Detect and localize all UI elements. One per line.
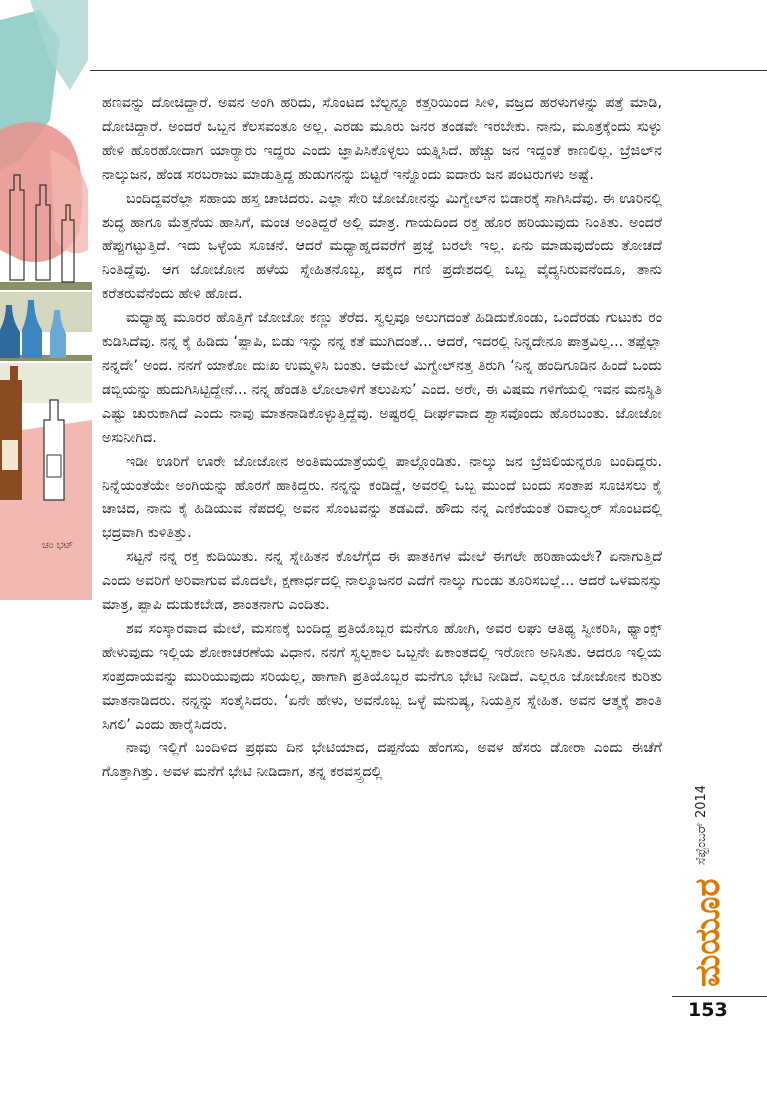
- article-paragraph: ಇಡೀ ಊರಿಗೆ ಊರೇ ಜೋಜೋನ ಅಂತಿಮಯಾತ್ರೆಯಲ್ಲಿ ಪಾಲ್ಗೊಂಡಿತು. ನಾಲ್ಕು ಜನ ಬ್ರೆಜಿಲಿಯನ್ನರೂ ಬಂದಿದ್ದರು. ನಿನ್ನೆಯಂತೆಯೇ ಅಂಗಿಯನ್ನು ಹೊರಗೆ ಹಾಕಿದ್ದರು. ನನ್ನನ್ನು ಕಂಡಿದ್ದೆ, ಅವರಲ್ಲಿ ಒಬ್ಬ ಮುಂದೆ ಬಂದು ಸಂತಾಪ ಸೂಚಿಸಲು ಕೈ ಚಾಚಿದ, ನಾನು ಕೈ ಹಿಡಿಯುವ ನೆಪದಲ್ಲಿ ಅವನ ಸೊಂಟವನ್ನು ತಡವಿದೆ. ಹೌದು ನನ್ನ ಎಣಿಕೆಯಂತೆ ರಿವಾಲ್ವರ್ ಸೊಂಟದಲ್ಲಿ ಭದ್ರವಾಗಿ ಕುಳಿತಿತ್ತು.: [102, 453, 662, 542]
- article-paragraph: ಸಟ್ಟನೆ ನನ್ನ ರಕ್ತ ಕುದಿಯಿತು. ನನ್ನ ಸ್ನೇಹಿತನ ಕೊಲೆಗೈದ ಈ ಪಾತಕಿಗಳ ಮೇಲೆ ಈಗಲೇ ಹರಿಹಾಯಲೇ? ಏನಾಗುತ್ತಿದೆ ಎಂದು ಅವರಿಗೆ ಅರಿವಾಗುವ ಮೊದಲೇ, ಕ್ಷಣಾರ್ಧದಲ್ಲಿ ನಾಲ್ಕೂಜನರ ಎದೆಗೆ ನಾಲ್ಕು ಗುಂಡು ತೂರಿಸಬಲ್ಲೆ... ಆದರೆ ಒಳಮನಸ್ಸು ಮಾತ್ರ, ಪ್ಪಾಪಿ ದುಡುಕಬೇಡ, ಶಾಂತನಾಗು ಎಂದಿತು.: [102, 549, 662, 614]
- sidebar-masthead: [688, 770, 728, 990]
- issue-date: ಸೆಪ್ಟೆಂಬರ್ 2014: [694, 784, 709, 865]
- article-paragraph: ಶವ ಸಂಸ್ಕಾರವಾದ ಮೇಲೆ, ಮಸಣಕ್ಕೆ ಬಂದಿದ್ದ ಪ್ರತಿಯೊಬ್ಬರ ಮನೆಗೂ ಹೋಗಿ, ಅವರ ಲಘು ಆತಿಥ್ಯ ಸ್ವೀಕರಿಸಿ, ಥ್ಯಾಂಕ್ಸ್ ಹೇಳುವುದು ಇಲ್ಲಿಯ ಶೋಕಾಚರಣೆಯ ವಿಧಾನ. ನನಗೆ ಸ್ವಲ್ಪಕಾಲ ಒಬ್ಬನೇ ಏಕಾಂತದಲ್ಲಿ ಇರೋಣ ಅನಿಸಿತು. ಆದರೂ ಇಲ್ಲಿಯ ಸಂಪ್ರದಾಯವನ್ನು ಮುರಿಯುವುದು ಸರಿಯಲ್ಲ, ಹಾಗಾಗಿ ಪ್ರತಿಯೊಬ್ಬರ ಮನೆಗೂ ಭೇಟಿ ನೀಡಿದೆ. ಎಲ್ಲರೂ ಜೋಜೋನ ಕುರಿತು ಮಾತನಾಡಿದರು. ನನ್ನನ್ನು ಸಂತೈಸಿದರು. ‘ಏನೇ ಹೇಳು, ಅವನೊಬ್ಬ ಒಳ್ಳೆ ಮನುಷ್ಯ, ನಿಯತ್ತಿನ ಸ್ನೇಹಿತ. ಅವನ ಆತ್ಮಕ್ಕೆ ಶಾಂತಿ ಸಿಗಲಿ’ ಎಂದು ಹಾರೈಸಿದರು.: [102, 620, 662, 733]
- article-body: [102, 92, 662, 1022]
- article-paragraph: ಹಣವನ್ನು ದೋಚಿದ್ದಾರೆ. ಅವನ ಅಂಗಿ ಹರಿದು, ಸೊಂಟದ ಬೆಲ್ಟನ್ನೂ ಕತ್ತರಿಯಿಂದ ಸೀಳಿ, ವಜ್ರದ ಹರಳುಗಳನ್ನು ಪತ್ತೆ ಮಾಡಿ, ದೋಚಿದ್ದಾರೆ. ಅಂದರೆ ಒಬ್ಬನ ಕೆಲಸವಂತೂ ಅಲ್ಲ. ಎರಡು ಮೂರು ಜನರ ತಂಡವೇ ಇರಬೇಕು. ನಾನು, ಮೂತ್ರಕ್ಕೆಂದು ಸುಳ್ಳು ಹೇಳಿ ಹೊರಹೋದಾಗ ಯಾರ್‍ಯಾರು ಇದ್ದರು ಎಂದು ಜ್ಞಾಪಿಸಿಕೊಳ್ಳಲು ಯತ್ನಿಸಿದೆ. ಹೆಚ್ಚು ಜನ ಇದ್ದಂತೆ ಕಾಣಲಿಲ್ಲ. ಬ್ರೆಜಿಲ್‌ನ ನಾಲ್ಕುಜನ, ಹೆಂಡ ಸರಬರಾಜು ಮಾಡುತ್ತಿದ್ದ ಹುಡುಗನನ್ನು ಬಿಟ್ಟರೆ ಇನ್ನೊಂದು ಐದಾರು ಜನ ಪಂಟರುಗಳು ಅಷ್ಟೆ.: [102, 95, 662, 183]
- story-illustration: [0, 0, 92, 600]
- footer-rule: [672, 996, 767, 997]
- article-paragraph: ನಾವು ಇಲ್ಲಿಗೆ ಬಂದಿಳಿದ ಪ್ರಥಮ ದಿನ ಭೇಟಿಯಾದ, ದಪ್ಪನೆಯ ಹೆಂಗಸು, ಅವಳ ಹೆಸರು ಡೋರಾ ಎಂದು ಈಚೆಗೆ ಗೊತ್ತಾಗಿತ್ತು. ಅವಳ ಮನೆಗೆ ಭೇಟಿ ನೀಡಿದಾಗ, ತನ್ನ ಕರವಸ್ತ್ರದಲ್ಲಿ: [102, 740, 662, 781]
- page-number: 153: [688, 999, 728, 1021]
- article-paragraph: ಮಧ್ಯಾಹ್ನ ಮೂರರ ಹೊತ್ತಿಗೆ ಜೋಜೋ ಕಣ್ಣು ತೆರೆದ. ಸ್ವಲ್ಪವೂ ಅಲುಗದಂತೆ ಹಿಡಿದುಕೊಂಡು, ಒಂದೆರಡು ಗುಟುಕು ರಂ ಕುಡಿಸಿದೆವು. ನನ್ನ ಕೈ ಹಿಡಿದು ‘ಪ್ಪಾಪಿ, ಬಿಡು ಇನ್ನು ನನ್ನ ಕತೆ ಮುಗಿದಂತೆ... ಆದರೆ, ಇದರಲ್ಲಿ ನಿನ್ನದೇನೂ ಪಾತ್ರವಿಲ್ಲ... ತಪ್ಪೆಲ್ಲಾ ನನ್ನದೇ’ ಅಂದ. ನನಗೆ ಯಾಕೋ ದುಃಖ ಉಮ್ಮಳಿಸಿ ಬಂತು. ಆಮೇಲೆ ಮಿಗ್ವೇಲ್‌ನತ್ತ ತಿರುಗಿ ‘ನಿನ್ನ ಹಂದಿಗೂಡಿನ ಹಿಂದೆ ಒಂದು ಡಬ್ಬಿಯನ್ನು ಹುದುಗಿಸಿಟ್ಟಿದ್ದೇನೆ... ನನ್ನ ಹೆಂಡತಿ ಲೋಲಾಳಿಗೆ ತಲುಪಿಸು’ ಎಂದ. ಅರೇ, ಈ ವಿಷಮ ಗಳಿಗೆಯಲ್ಲಿ ಇವನ ಮನಸ್ಥಿತಿ ಎಷ್ಟು ಚುರುಕಾಗಿದೆ ಎಂದು ನಾವು ಮಾತನಾಡಿಕೊಳ್ಳುತ್ತಿದ್ದೆವು. ಅಷ್ಟರಲ್ಲಿ ದೀರ್ಘವಾದ ಶ್ವಾಸವೊಂದು ಹೊರಬಂತು. ಜೋಜೋ ಅಸುನೀಗಿದ.: [102, 310, 662, 446]
- header-rule: [90, 70, 767, 71]
- article-paragraph: ಬಂದಿದ್ದವರೆಲ್ಲಾ ಸಹಾಯ ಹಸ್ತ ಚಾಚಿದರು. ಎಲ್ಲಾ ಸೇರಿ ಜೋಜೋನನ್ನು ಮಿಗ್ವೇಲ್‌ನ ಬಿಡಾರಕ್ಕೆ ಸಾಗಿಸಿದೆವು. ಈ ಊರಿನಲ್ಲಿ ಶುದ್ಧ ಹಾಗೂ ಮೆತ್ತನೆಯ ಹಾಸಿಗೆ, ಮಂಚ ಅಂತಿದ್ದರೆ ಅಲ್ಲಿ ಮಾತ್ರ. ಗಾಯದಿಂದ ರಕ್ತ ಹೊರ ಹರಿಯುವುದು ನಿಂತಿತು. ಅಂದರೆ ಹೆಪ್ಪುಗಟ್ಟುತ್ತಿದೆ. ಇದು ಒಳ್ಳೆಯ ಸೂಚನೆ. ಆದರೆ ಮಧ್ಯಾಹ್ನದವರೆಗೆ ಪ್ರಜ್ಞೆ ಬರಲೇ ಇಲ್ಲ. ಏನು ಮಾಡುವುದೆಂದು ತೋಚದೆ ನಿಂತಿದ್ದೆವು. ಆಗ ಜೋಜೋನ ಹಳೆಯ ಸ್ನೇಹಿತನೊಬ್ಬ, ಪಕ್ಕದ ಗಣಿ ಪ್ರದೇಶದಲ್ಲಿ ಒಬ್ಬ ವೈದ್ಯನಿರುವನೆಂದೂ, ತಾನು ಕರೆತರುವೆನೆಂದು ಹೇಳಿ ಹೋದ.: [102, 190, 662, 303]
- illustration-signature: ಚಂ ಭಟ್: [42, 540, 74, 551]
- magazine-logo: ಮಯೂರ: [688, 878, 728, 987]
